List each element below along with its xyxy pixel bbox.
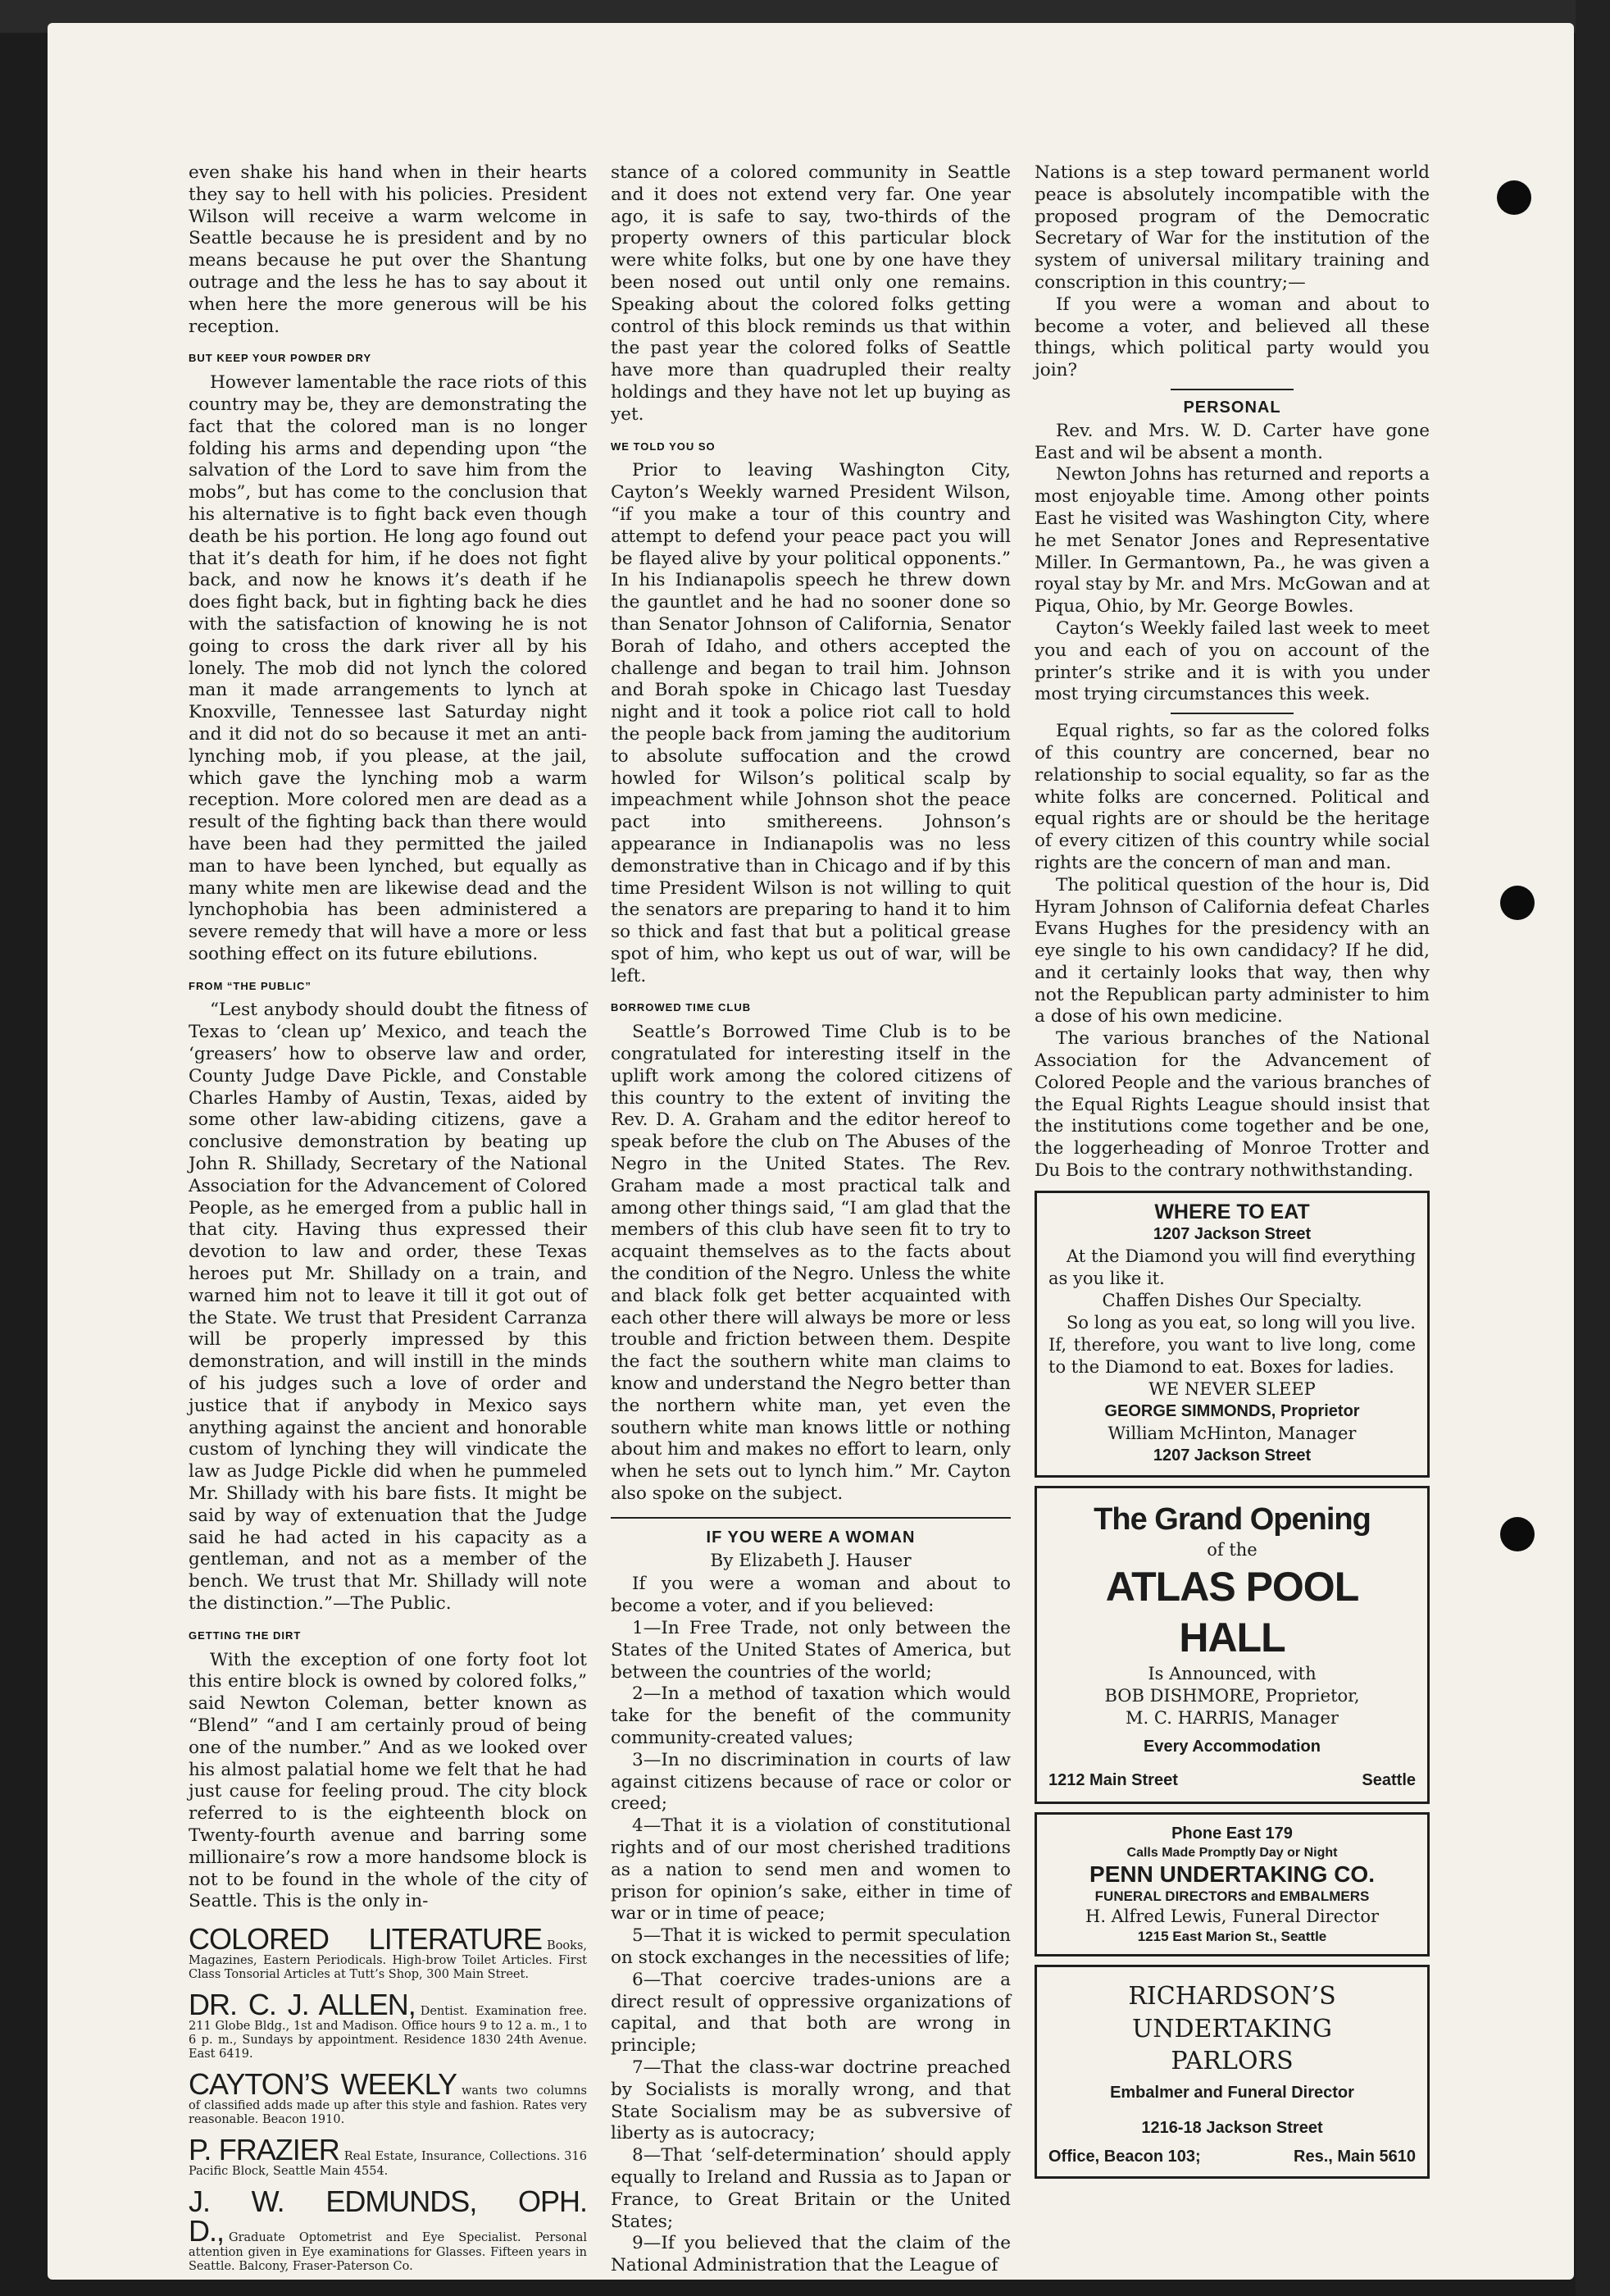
personal-item: Newton Johns has returned and reports a most enjoyable time. Among other points East he visited was Washington City, where he met Senator Jones and Representative Miller. In Germantown, Pa., he was given a royal stay by Mr. and Mrs. McGowan and at Piqua, Ohio, by Mr. George Bowles. — [1035, 464, 1430, 617]
article-text: If you were a woman and about to become a voter, and if you believed: — [611, 1574, 1011, 1617]
ad-text: Calls Made Promptly Day or Night — [1126, 1845, 1338, 1860]
ad-address: 1212 Main Street — [1048, 1770, 1178, 1789]
editorial-text: Equal rights, so far as the colored folks of this country are concerned, bear no relationship to social equality, so far as the white folks are concerned. Political and equal rights are or should be the heritage of every citizen of this country while social rights are the concern of man and man. — [1035, 721, 1430, 873]
ad-headline: The Grand Opening — [1094, 1501, 1371, 1537]
ad-manager: M. C. HARRIS, Manager — [1126, 1707, 1339, 1728]
article-text: 7—That the class-war doctrine preached by Socialists is morally wrong, and that State Socialism may be as subversive of liberty as is autocracy; — [611, 2057, 1011, 2144]
ad-text: At the Diamond you will find everything as you like it. — [1048, 1246, 1416, 1288]
ad-text: So long as you eat, so long will you live. If, therefore, you want to live long, come to the Diamond to eat. Boxes for ladies. — [1048, 1312, 1416, 1377]
column-1 — [189, 162, 587, 2282]
article-text: “Lest anybody should doubt the fitness of Texas to ‘clean up’ Mexico, and teach the ‘greasers’ how to observe law and order, County Judge Dave Pickle, and Constable Charles Hamby of Austin, Texas, aided by some other law-abiding citizens, gave a conclusive demonstration by beating up John R. Shillady, Secretary of the National Association for the Advancement of Colored People, as he emerged from a public hall in that city. Having thus expressed their devotion to law and order, these Texas heroes put Mr. Shillady on a train, and warned him not to leave it till it got out of the State. We trust that President Carranza will be properly impressed by this demonstration, and will instill in the minds of his judges such a love of order and justice that if anybody in Mexico says anything against the ancient and honorable custom of lynching they will vindicate the law as Judge Pickle did when he pummeled Mr. Shillady with his bare fists. It might be said by way of extenuation that the Judge said he had acted in his capacity as a gentleman, and not as a member of the bench. We trust that Mr. Shillady will note the distinction.”—The Public. — [189, 1000, 587, 1614]
editorial-text: The political question of the hour is, Did Hyram Johnson of California defeat Charles Evans Hughes for the presidency with an eye single to his own candidacy? If he did, and it certainly looks that way, then why not the Republican party administer to him a dose of his own medicine. — [1035, 874, 1430, 1027]
article-text: even shake his hand when in their hearts they say to hell with his policies. President Wilson will receive a warm welcome in Seattle because he is president and by no means because he put over the Shantung outrage and the less he has to say about it when here the more generous will be his reception. — [189, 162, 587, 337]
column-2 — [611, 162, 1011, 2277]
ad-address: 1216-18 Jackson Street — [1141, 2118, 1323, 2137]
section-heading: BUT KEEP YOUR POWDER DRY — [189, 352, 372, 365]
article-text: stance of a colored community in Seattle and it does not extend very far. One year ago, it is safe to say, two-thirds of the property owners of this particular block were white folks, but one by one have they been nosed out until only one remains. Speaking about the colored folks getting control of this block reminds us that within the past year the colored folks of Seattle have more than quadrupled their realty holdings and they have not let up buying as yet. — [611, 162, 1011, 425]
ad-text: Graduate Optometrist and Eye Specialist. Personal attention given in Eye examinations for Glasses. Fifteen years in Seattle. Balcony, Fraser-Paterson Co. — [189, 2231, 587, 2274]
ad-address: 1207 Jackson Street — [1153, 1446, 1312, 1465]
ad-office-phone: Office, Beacon 103; — [1048, 2147, 1201, 2166]
article-text: Nations is a step toward permanent world peace is absolutely incompatible with the proposed program of the Democratic Secretary of War for the institution of the system of universal military training and conscription in this country;— — [1035, 162, 1430, 293]
where-to-eat-ad — [1035, 1191, 1430, 1478]
ad-proprietor: GEORGE SIMMONDS, Proprietor — [1104, 1401, 1360, 1420]
article-text: 9—If you believed that the claim of the National Administration that the League of — [611, 2233, 1011, 2276]
ad-city: Seattle — [1362, 1770, 1416, 1789]
ad-text: Is Announced, with — [1148, 1663, 1317, 1683]
ad-name: J. W. EDMUNDS, OPH. D., — [189, 2184, 587, 2248]
article-text: 4—That it is a violation of constitutional rights and of our most cherished traditions as a nation to send men and women to prison for opinion’s sake, either in time of war or in time of peace; — [611, 1815, 1011, 1925]
classified-ad — [189, 2184, 587, 2274]
ad-subtitle: FUNERAL DIRECTORS and EMBALMERS — [1094, 1888, 1370, 1904]
ad-title: WHERE TO EAT — [1154, 1200, 1310, 1223]
article-text: Seattle’s Borrowed Time Club is to be congratulated for interesting itself in the uplift work among the colored citizens of this country to the extent of inviting the Rev. D. A. Graham and the editor hereof to speak before the club on The Abuses of the Negro in the United States. The Rev. Graham made a most practical talk and among other things said, “I am glad that the members of this club have seen fit to try to acquaint themselves as to the facts about the condition of the Negro. Unless the white and black folk get better acquainted with each other there will always be more or less trouble and friction between them. Despite the fact the southern white man claims to know and understand the Negro better than the northern white man, yet even the southern white man knows little or nothing about him and makes no effort to learn, only when he sets out to lynch him.” Mr. Cayton also spoke on the subject. — [611, 1022, 1011, 1505]
section-heading: FROM “THE PUBLIC” — [189, 979, 312, 992]
article-text: 5—That it is wicked to permit speculation on stock exchanges in the necessities of life; — [611, 1925, 1011, 1968]
ad-text: Books, Magazines, Eastern Periodicals. High-brow Toilet Articles. First Class Tonsorial Articles at Tutt’s Shop, 300 Main Street. — [189, 1939, 587, 1982]
ad-residence-phone: Res., Main 5610 — [1294, 2147, 1416, 2166]
binding-hole-icon — [1500, 1517, 1535, 1551]
column-3 — [1035, 162, 1430, 2187]
binding-hole-icon — [1500, 886, 1535, 920]
ad-address: 1207 Jackson Street — [1153, 1224, 1312, 1243]
ad-name: P. FRAZIER — [189, 2133, 339, 2167]
editorial-text: The various branches of the National Association for the Advancement of Colored People and the various branches of the Equal Rights League should insist that the institutions come together and be one, the loggerheading of Monroe Trotter and Du Bois to the contrary nothwithstanding. — [1035, 1028, 1430, 1182]
classified-ads — [189, 1922, 588, 2274]
personal-item: Rev. and Mrs. W. D. Carter have gone East and wil be absent a month. — [1035, 420, 1430, 463]
scan-right-edge — [1576, 0, 1610, 2296]
ad-subtitle: Embalmer and Funeral Director — [1110, 2083, 1354, 2102]
section-heading: WE TOLD YOU SO — [611, 440, 716, 453]
article-text: Prior to leaving Washington City, Cayton’s Weekly warned President Wilson, “if you make a tour of this country and attempt to defend your peace pact you will be flayed alive by your political opponents.” In his Indianapolis speech he threw down the gauntlet and he had no sooner done so than Senator Johnson of California, Senator Borah of Idaho, and others accepted the challenge and began to trail him. Johnson and Borah spoke in Chicago last Tuesday night and it took a police riot call to hold the people back from jaming the auditorium to absolute suffocation and the crowd howled for Wilson’s political scalp by impeachment while Johnson shot the peace pact into smithereens. Johnson’s appearance in Indianapolis was no less demonstrative than in Chicago and if by this time President Wilson is not willing to quit the senators are preparing to hand it to him so thick and fast that but a political grease spot of him, who kept us out of war, will be left. — [611, 460, 1011, 986]
atlas-pool-hall-ad — [1035, 1486, 1430, 1804]
ad-title: RICHARDSON’S UNDERTAKING — [1128, 1981, 1336, 2043]
personal-item: Cayton‘s Weekly failed last week to meet you and each of you on account of the printer’s strike and it is with you under most trying circumstances this week. — [1035, 617, 1430, 705]
article-text: However lamentable the race riots of this country may be, they are demonstrating the fact that the colored man is no longer folding his arms and depending upon “the salvation of the Lord to save him from the mobs”, but has come to the conclusion that his alternative is to fight back even though death be his portion. He long ago found out that it’s death for him, if he does not fight back, and now he knows it’s death if he does fight back, but in fighting back he dies with the satisfaction of knowing he is not going to cross the dark river all by his lonely. The mob did not lynch the colored man it made arrangements to lynch at Knoxville, Tennessee last Saturday night and it did not do so because it met an anti-lynching mob, if you please, at the jail, which gave the lynching mob a warm reception. More colored men are dead as a result of the fighting back than there would have been had they permitted the jailed man to have been lynched, but equally as many white men are likewise dead and the lynchophobia has been administered a severe remedy that will have a more or less soothing effect on its future ebilutions. — [189, 372, 587, 964]
ad-proprietor: BOB DISHMORE, Proprietor, — [1104, 1685, 1360, 1706]
binding-hole-icon — [1497, 180, 1531, 215]
ad-text: Chaffen Dishes Our Specialty. — [1102, 1290, 1362, 1310]
ad-name: CAYTON’S WEEKLY — [189, 2067, 457, 2102]
ad-address: 1215 East Marion St., Seattle — [1137, 1928, 1327, 1944]
section-heading: BORROWED TIME CLUB — [611, 1001, 752, 1014]
article-text: If you were a woman and about to become a voter, and believed all these things, which political party would you join? — [1035, 294, 1430, 381]
ad-title: PARLORS — [1171, 2046, 1294, 2075]
ad-text: WE NEVER SLEEP — [1148, 1378, 1316, 1399]
ad-director: H. Alfred Lewis, Funeral Director — [1085, 1906, 1379, 1926]
classified-ad — [189, 2067, 587, 2127]
penn-undertaking-ad — [1035, 1812, 1430, 1957]
ad-title: PENN UNDERTAKING CO. — [1089, 1861, 1375, 1887]
classified-ad — [189, 1990, 587, 2061]
article-text: 2—In a method of taxation which would take for the benefit of the community community-created values; — [611, 1683, 1011, 1748]
ad-phone-row — [1048, 2146, 1416, 2168]
richardson-undertaking-ad — [1035, 1965, 1430, 2179]
ad-text: wants two columns of classified adds made up after this style and fashion. Rates very reasonable. Beacon 1910. — [189, 2084, 587, 2127]
ad-address-row — [1048, 1770, 1416, 1792]
ad-name: DR. C. J. ALLEN, — [189, 1988, 416, 2022]
ad-text: Dentist. Examination free. 211 Globe Bldg., 1st and Madison. Office hours 9 to 12 a. m., 1 to 6 p. m., Sundays by appointment. Residence 1830 24th Avenue. East 6419. — [189, 2005, 588, 2061]
article-text: 8—That ‘self-determination’ should apply equally to Ireland and Russia as to Japan or France, to Great Britain or the United States; — [611, 2145, 1011, 2232]
section-title: PERSONAL — [1183, 398, 1281, 417]
divider — [1171, 389, 1294, 390]
classified-ad — [189, 1922, 587, 1982]
ad-text: of the — [1207, 1539, 1258, 1560]
article-text: 6—That coercive trades-unions are a direct result of oppressive organizations of capital, and that both are wrong in principle; — [611, 1969, 1011, 2057]
ad-name: COLORED LITERATURE — [189, 1922, 543, 1957]
ad-phone: Phone East 179 — [1171, 1824, 1293, 1843]
divider — [1171, 713, 1294, 714]
article-text: With the exception of one forty foot lot this entire block is owned by colored folks,” said Newton Coleman, better known as “Blend” “and I am certainly proud of being one of the number.” And as we looked over his almost palatial home we felt that he had just cause for feeling proud. The city block referred to is the eighteenth block on Twenty-fourth avenue and barring some millionaire’s row a more handsome block is not to be found in the whole of the city of Seattle. This is the only in- — [189, 1649, 587, 1912]
byline: By Elizabeth J. Hauser — [710, 1550, 912, 1571]
ad-title: ATLAS POOL HALL — [1105, 1563, 1359, 1660]
divider — [611, 1517, 1011, 1519]
classified-ad — [189, 2135, 587, 2179]
article-text: 1—In Free Trade, not only between the States of the United States of America, but between the countries of the world; — [611, 1618, 1011, 1683]
section-heading: GETTING THE DIRT — [189, 1629, 302, 1642]
article-text: 3—In no discrimination in courts of law against citizens because of race or color or creed; — [611, 1749, 1011, 1815]
ad-text: Every Accommodation — [1144, 1737, 1321, 1756]
ad-manager: William McHinton, Manager — [1107, 1423, 1357, 1443]
ad-text: Real Estate, Insurance, Collections. 316 Pacific Block, Seattle Main 4554. — [189, 2150, 587, 2179]
article-title: IF YOU WERE A WOMAN — [706, 1528, 916, 1547]
